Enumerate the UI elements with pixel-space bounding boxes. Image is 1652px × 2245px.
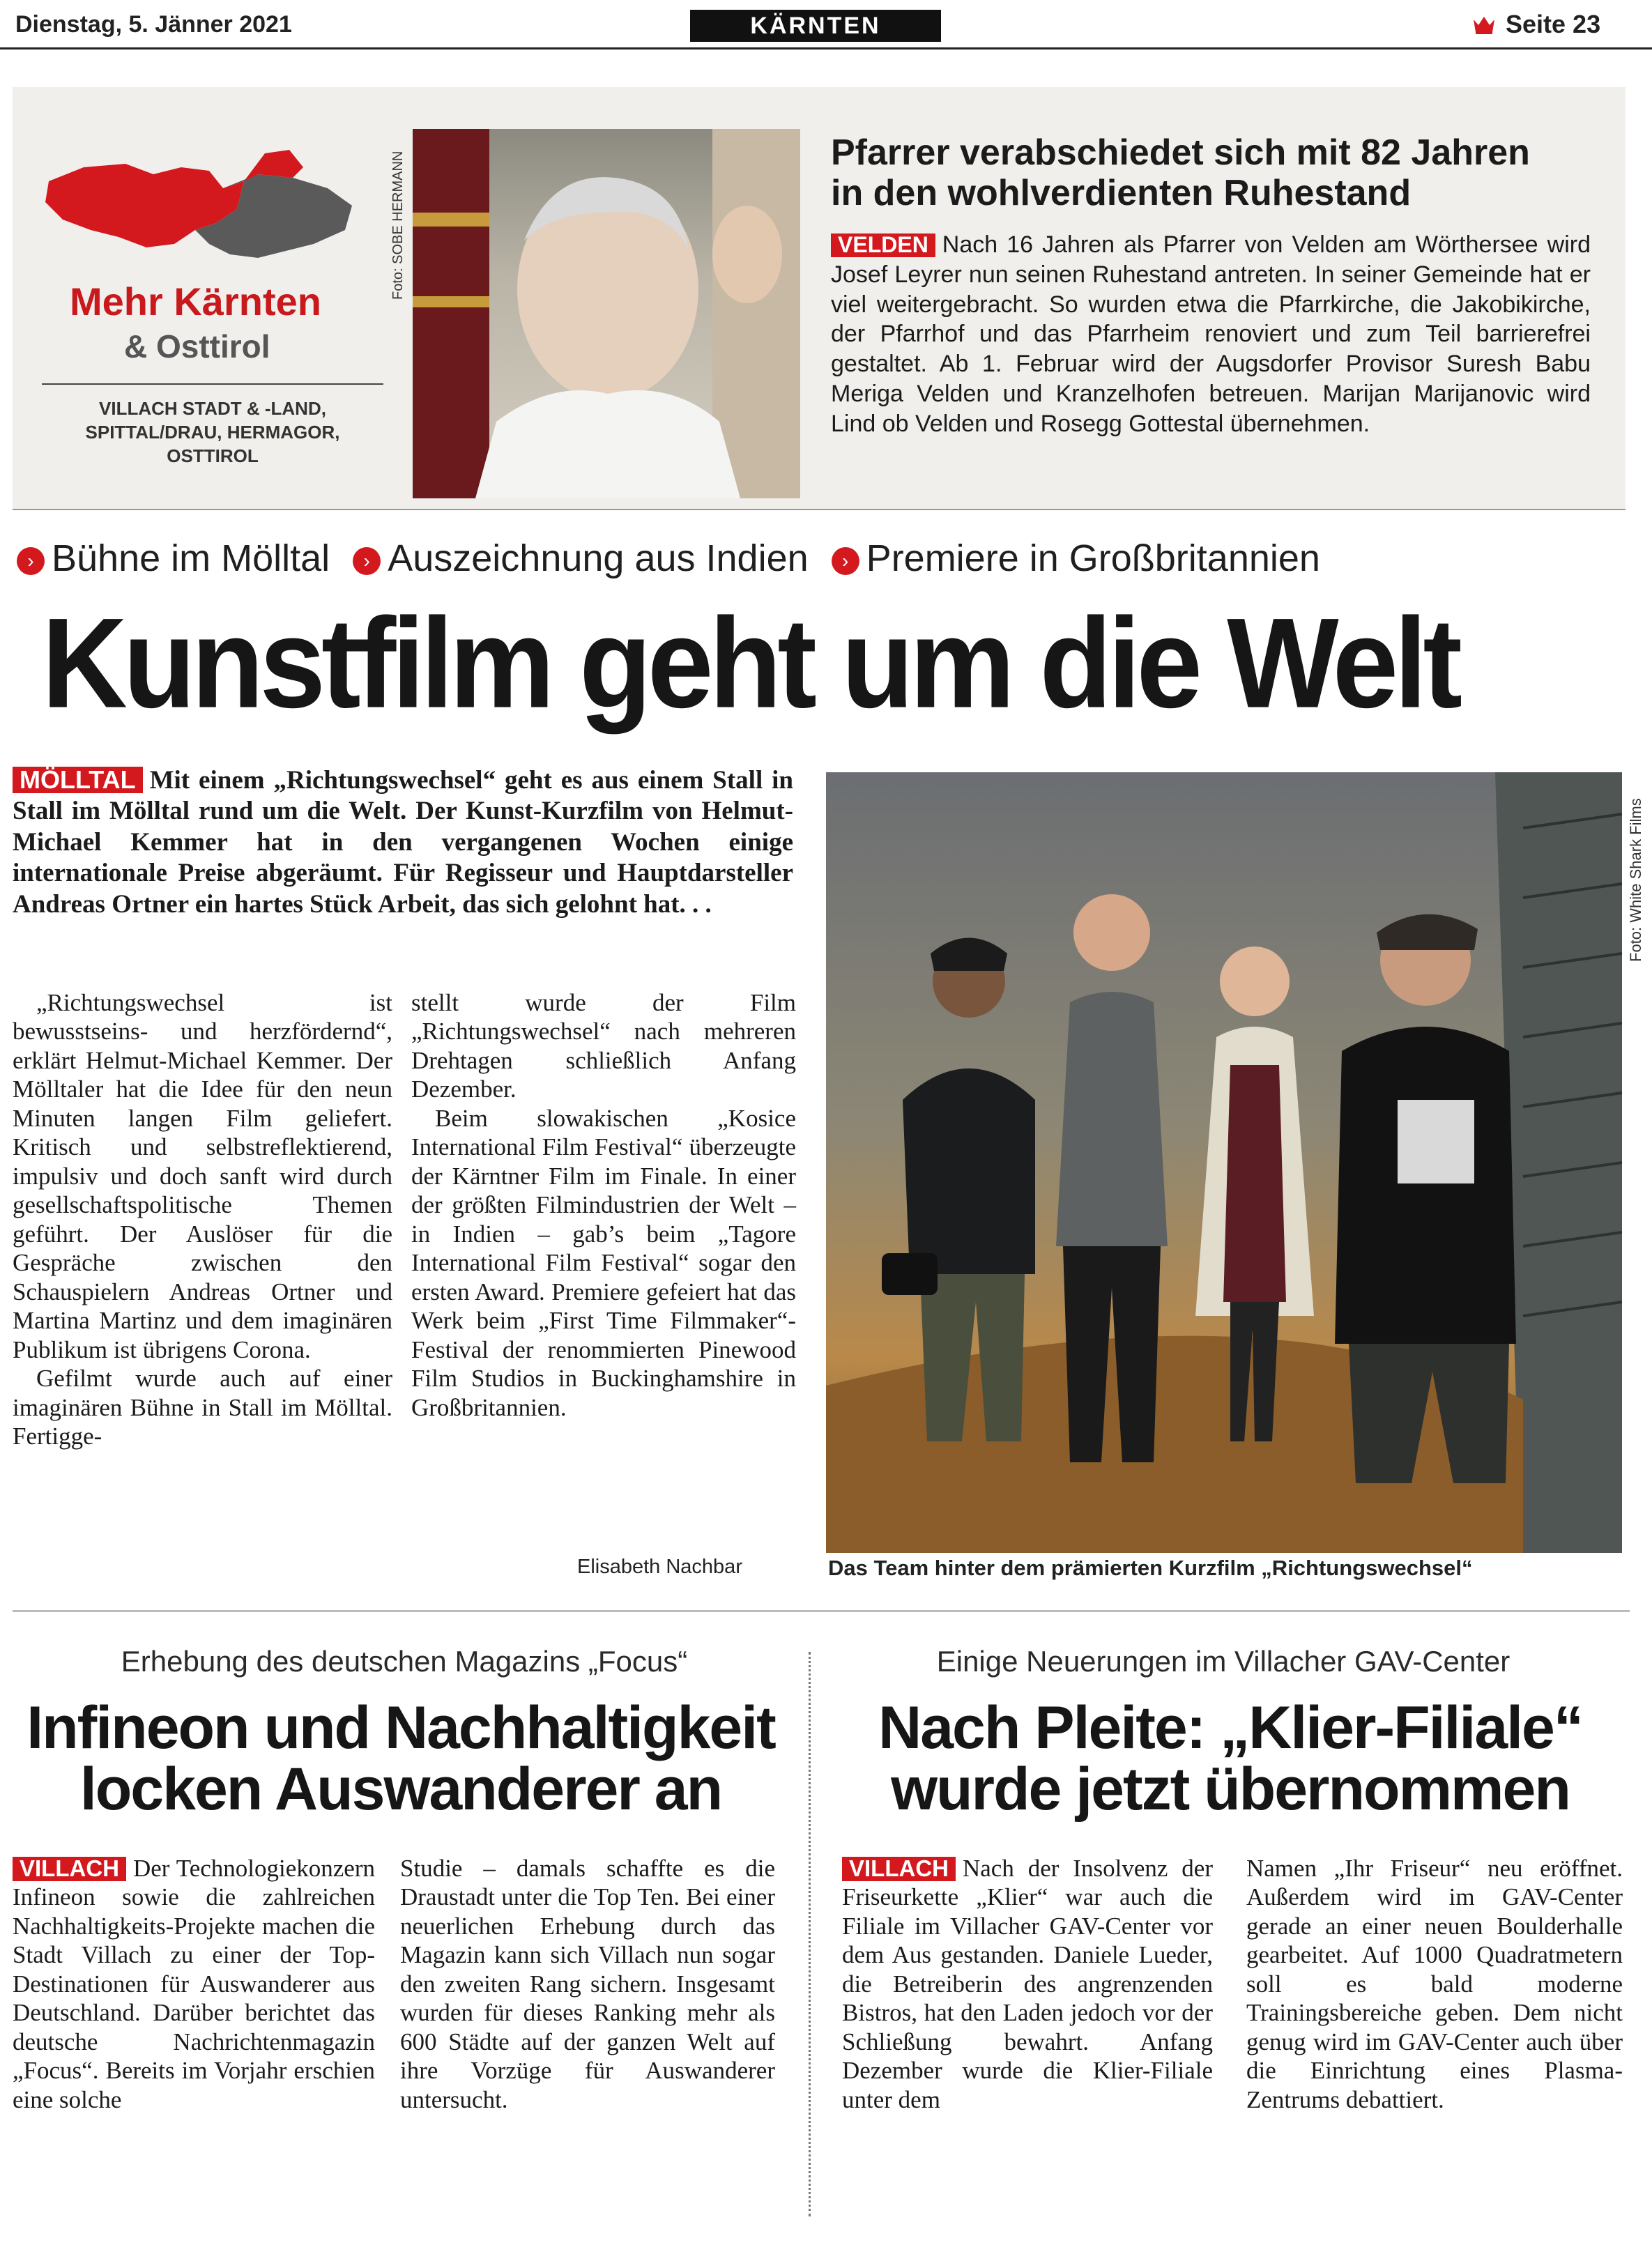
- top-story-kicker: VELDEN: [831, 233, 935, 257]
- main-col2-paragraph: Beim slowakischen „Kosice International Film Festival“ überzeugte der Kärntner Film im Finale. In einer der größten Filmindustrien der Welt – in Indien – gab’s beim „Tagore International Film Festival“ sogar den ersten Award. Premiere gefeiert hat das Werk beim „First Time Filmmaker“-Festival der renommierten Pinewood Film Studios in Buckinghamshire in Großbritannien.: [411, 1104, 796, 1421]
- topic-item: Premiere in Großbritannien: [866, 537, 1320, 579]
- topic-arrow-icon: ›: [353, 547, 381, 575]
- right-kicker: VILLACH: [842, 1857, 956, 1881]
- column-divider: [809, 1652, 811, 2216]
- priest-photo: [413, 129, 800, 498]
- left-col2-text: Studie – damals schaffte es die Draustadt unter die Top Ten. Bei einer neuerlichen Erhebung durch das Magazin kann sich Villach nun sogar den zweiten Rang sichern. Insgesamt wurden für dieses Ranking mehr als 600 Städte auf der ganzen Welt auf ihre Vorzüge für Auswanderer untersucht.: [400, 1855, 775, 2113]
- region-box-subtitle: & Osttirol: [124, 328, 270, 365]
- main-col2-paragraph: stellt wurde der Film „Richtungswechsel“ nach mehreren Drehtagen schließlich Anfang Dezember.: [411, 989, 796, 1103]
- priest-photo-credit: Foto: SOBE HERMANN: [390, 151, 406, 300]
- topic-item: Bühne im Mölltal: [52, 537, 330, 579]
- topic-bar: [17, 537, 1634, 580]
- left-kicker-line: Erhebung des deutschen Magazins „Focus“: [121, 1645, 688, 1678]
- right-col-1: [842, 1854, 1213, 2114]
- main-col1-paragraph: Gefilmt wurde auch auf einer imaginären Bühne in Stall im Mölltal. Fertigge-: [13, 1365, 392, 1450]
- main-col-1: [13, 988, 392, 1451]
- top-story-body: [831, 230, 1591, 439]
- topic-item: Auszeichnung aus Indien: [388, 537, 809, 579]
- main-col-2: [411, 988, 796, 1422]
- main-kicker: MÖLLTAL: [13, 767, 143, 793]
- left-col-1: [13, 1854, 375, 2114]
- section-rule: [13, 1610, 1630, 1612]
- team-photo-caption: Das Team hinter dem prämierten Kurzfilm „Richtungswechsel“: [828, 1556, 1473, 1580]
- topic-arrow-icon: ›: [832, 547, 859, 575]
- team-photo-credit: Foto: White Shark Films: [1627, 798, 1644, 962]
- left-col1-text: Der Technologiekonzern Infineon sowie die zahlreichen Nachhaltigkeits-Projekte machen die Stadt Villach zu einer der Top-Destinationen für Auswanderer aus Deutschland. Darüber berichtet das deutsche Nachrichtenmagazin „Focus“. Bereits im Vorjahr erschien eine solche: [13, 1855, 375, 2113]
- header-rule: [0, 47, 1652, 49]
- crown-icon: [1472, 14, 1496, 35]
- right-col2-text: Namen „Ihr Friseur“ neu eröffnet. Außerdem wird im GAV-Center gerade an einer neuen Boulderhalle gearbeitet. Auf 1000 Quadratmetern soll es bald moderne Trainingsbereiche geben. Dem nicht genug wird im GAV-Center auch über die Einrichtung eines Plasma-Zentrums debattiert.: [1246, 1855, 1623, 2113]
- left-col-2: [400, 1854, 775, 2114]
- region-list: VILLACH STADT & -LAND, SPITTAL/DRAU, HERMAGOR, OSTTIROL: [85, 398, 340, 466]
- right-headline: Nach Pleite: „Klier-Filiale“ wurde jetzt übernommen: [878, 1694, 1582, 1823]
- top-story-headline: Pfarrer verabschiedet sich mit 82 Jahren in den wohlverdienten Ruhestand: [831, 132, 1530, 214]
- page-date: Dienstag, 5. Jänner 2021: [15, 11, 292, 38]
- section-label: KÄRNTEN: [690, 10, 941, 42]
- main-headline: Kunstfilm geht um die Welt: [42, 592, 1459, 735]
- carinthia-map-icon: [35, 139, 362, 272]
- main-col1-paragraph: „Richtungswechsel ist bewusstseins- und herzfördernd“, erklärt Helmut-Michael Kemmer. Der Mölltaler hat die Idee für den neun Minuten langen Film geliefert. Kritisch und selbstreflektierend, impulsiv und doch sanft wird durch gesellschaftspolitische Themen geführt. Der Auslöser für die Gespräche zwischen den Schauspielern Andreas Ortner und Martina Martinz und dem imaginären Publikum ist übrigens Corona.: [13, 989, 392, 1363]
- main-lead-text: Mit einem „Richtungswechsel“ geht es aus einem Stall in Stall im Mölltal rund um die Welt. Der Kunst-Kurzfilm von Helmut-Michael Kemmer hat in den vergangenen Wochen einige internationale Preise abgeräumt. Für Regisseur und Hauptdarsteller Andreas Ortner ein hartes Stück Arbeit, das sich gelohnt hat. . .: [13, 766, 793, 919]
- page-number: Seite 23: [1506, 10, 1601, 38]
- topic-arrow-icon: ›: [17, 547, 45, 575]
- right-kicker-line: Einige Neuerungen im Villacher GAV-Center: [936, 1645, 1510, 1678]
- top-story-text: Nach 16 Jahren als Pfarrer von Velden am Wörthersee wird Josef Leyrer nun seinen Ruhestand antreten. In seiner Gemeinde hat er viel weitergebracht. So wurden etwa die Pfarrkirche, die Jakobikirche, der Pfarrhof und das Pfarrheim renoviert und zum Teil barrierefrei gestaltet. Ab 1. Februar wird der Augsdorfer Provisor Suresh Babu Meriga Velden und Kranzelhofen betreuen. Marijan Marijanovic wird Lind ob Velden und Rosegg Gottestal übernehmen.: [831, 231, 1591, 437]
- left-kicker: VILLACH: [13, 1857, 126, 1881]
- left-headline: Infineon und Nachhaltigkeit locken Auswanderer an: [26, 1694, 775, 1823]
- region-divider: [42, 383, 383, 385]
- main-author: Elisabeth Nachbar: [577, 1556, 742, 1578]
- team-photo: [826, 772, 1622, 1553]
- main-lead: [13, 765, 793, 920]
- right-col-2: [1246, 1854, 1623, 2114]
- region-box-title: Mehr Kärnten: [70, 279, 321, 323]
- right-col1-text: Nach der Insolvenz der Friseurkette „Klier“ war auch die Filiale im Villacher GAV-Center vor dem Aus gestanden. Daniele Lueder, die Betreiberin des angrenzenden Bistros, hat den Laden jedoch vor der Schließung bewahrt. Anfang Dezember wurde die Klier-Filiale unter dem: [842, 1855, 1213, 2113]
